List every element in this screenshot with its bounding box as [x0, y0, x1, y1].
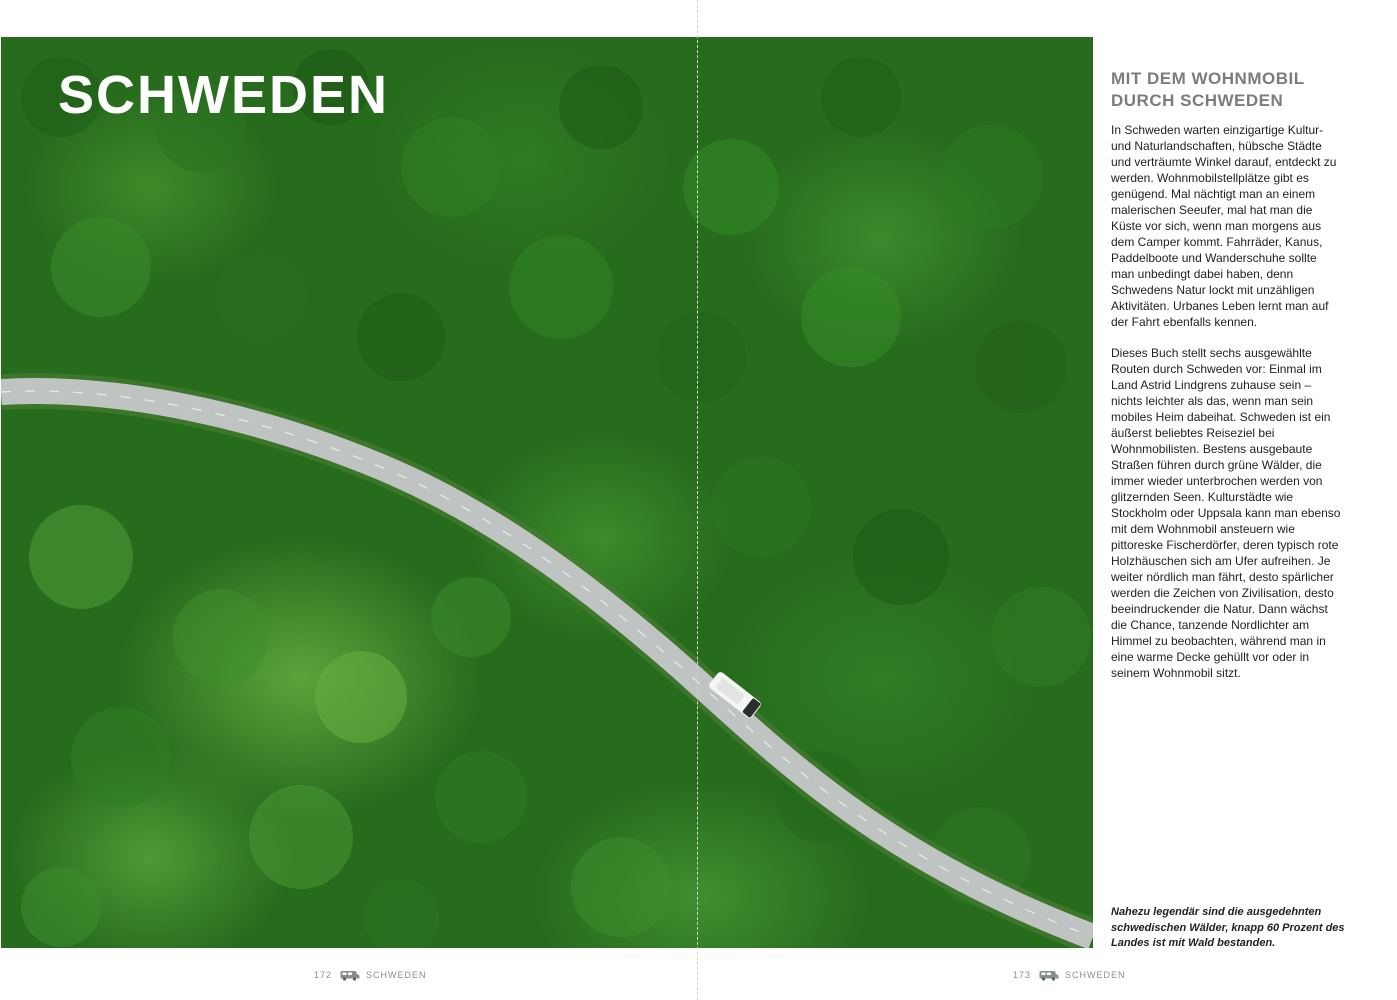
camper-van-icon	[1039, 970, 1059, 981]
section-heading: MIT DEM WOHNMOBIL DURCH SCHWEDEN	[1111, 69, 1305, 110]
intro-column	[1111, 68, 1343, 696]
spread-title: SCHWEDEN	[58, 65, 390, 125]
running-head-right: SCHWEDEN	[1065, 970, 1126, 980]
paragraph-1: In Schweden warten einzigartige Kultur- und Naturlandschaften, hübsche Städte und verträumte Winkel darauf, entdeckt zu werden. Wohnmobilstellplätze gibt es genügend. Mal nächtigt man an einem malerischen Seeufer, mal hat man die Küste vor sich, wenn man morgens aus dem Camper kommt. Fahrräder, Kanus, Paddelboote und Wanderschuhe sollte man unbedingt dabei haben, denn Schwedens Natur lockt mit unzähligen Aktivitäten. Urbanes Leben lernt man auf der Fahrt ebenfalls kennen.	[1111, 123, 1337, 329]
page-number-left: 172	[314, 970, 333, 980]
body-text	[1111, 122, 1343, 681]
running-head-left: SCHWEDEN	[366, 970, 427, 980]
page-gutter	[697, 0, 698, 1000]
page-number-right: 173	[1013, 970, 1032, 980]
camper-van-icon	[340, 970, 360, 981]
folio-right	[1013, 968, 1126, 982]
road	[1, 391, 1093, 937]
folio-left	[314, 968, 427, 982]
paragraph-2: Dieses Buch stellt sechs ausgewählte Routen durch Schweden vor: Einmal im Land Astrid Lindgrens zuhause sein – nichts leichter als das, wenn man sein mobiles Heim dabeihat. Schweden ist ein äußerst beliebtes Reiseziel bei Wohnmobilisten. Bestens ausgebaute Straßen führen durch grüne Wälder, die immer wieder unterbrochen werden von glitzernden Seen. Kulturstädte wie Stockholm oder Uppsala kann man ebenso mit dem Wohnmobil ansteuern wie pittoreske Fischerdörfer, deren typisch rote Holzhäuschen sich am Ufer aufreihen. Je weiter nördlich man fährt, desto spärlicher werden die Zeichen von Zivilisation, desto beeindruckender die Natur. Dann wächst die Chance, tanzende Nordlichter am Himmel zu beobachten, während man in eine warme Decke gehüllt vor oder in seinem Wohnmobil sitzt.	[1111, 346, 1341, 680]
photo-caption: Nahezu legendär sind die ausgedehnten schwedischen Wälder, knapp 60 Prozent des Landes ist mit Wald bestanden.	[1111, 906, 1345, 949]
forest-road-photo	[1, 37, 1093, 948]
aerial-forest-illustration	[1, 37, 1093, 948]
tree-canopy	[21, 49, 1091, 948]
